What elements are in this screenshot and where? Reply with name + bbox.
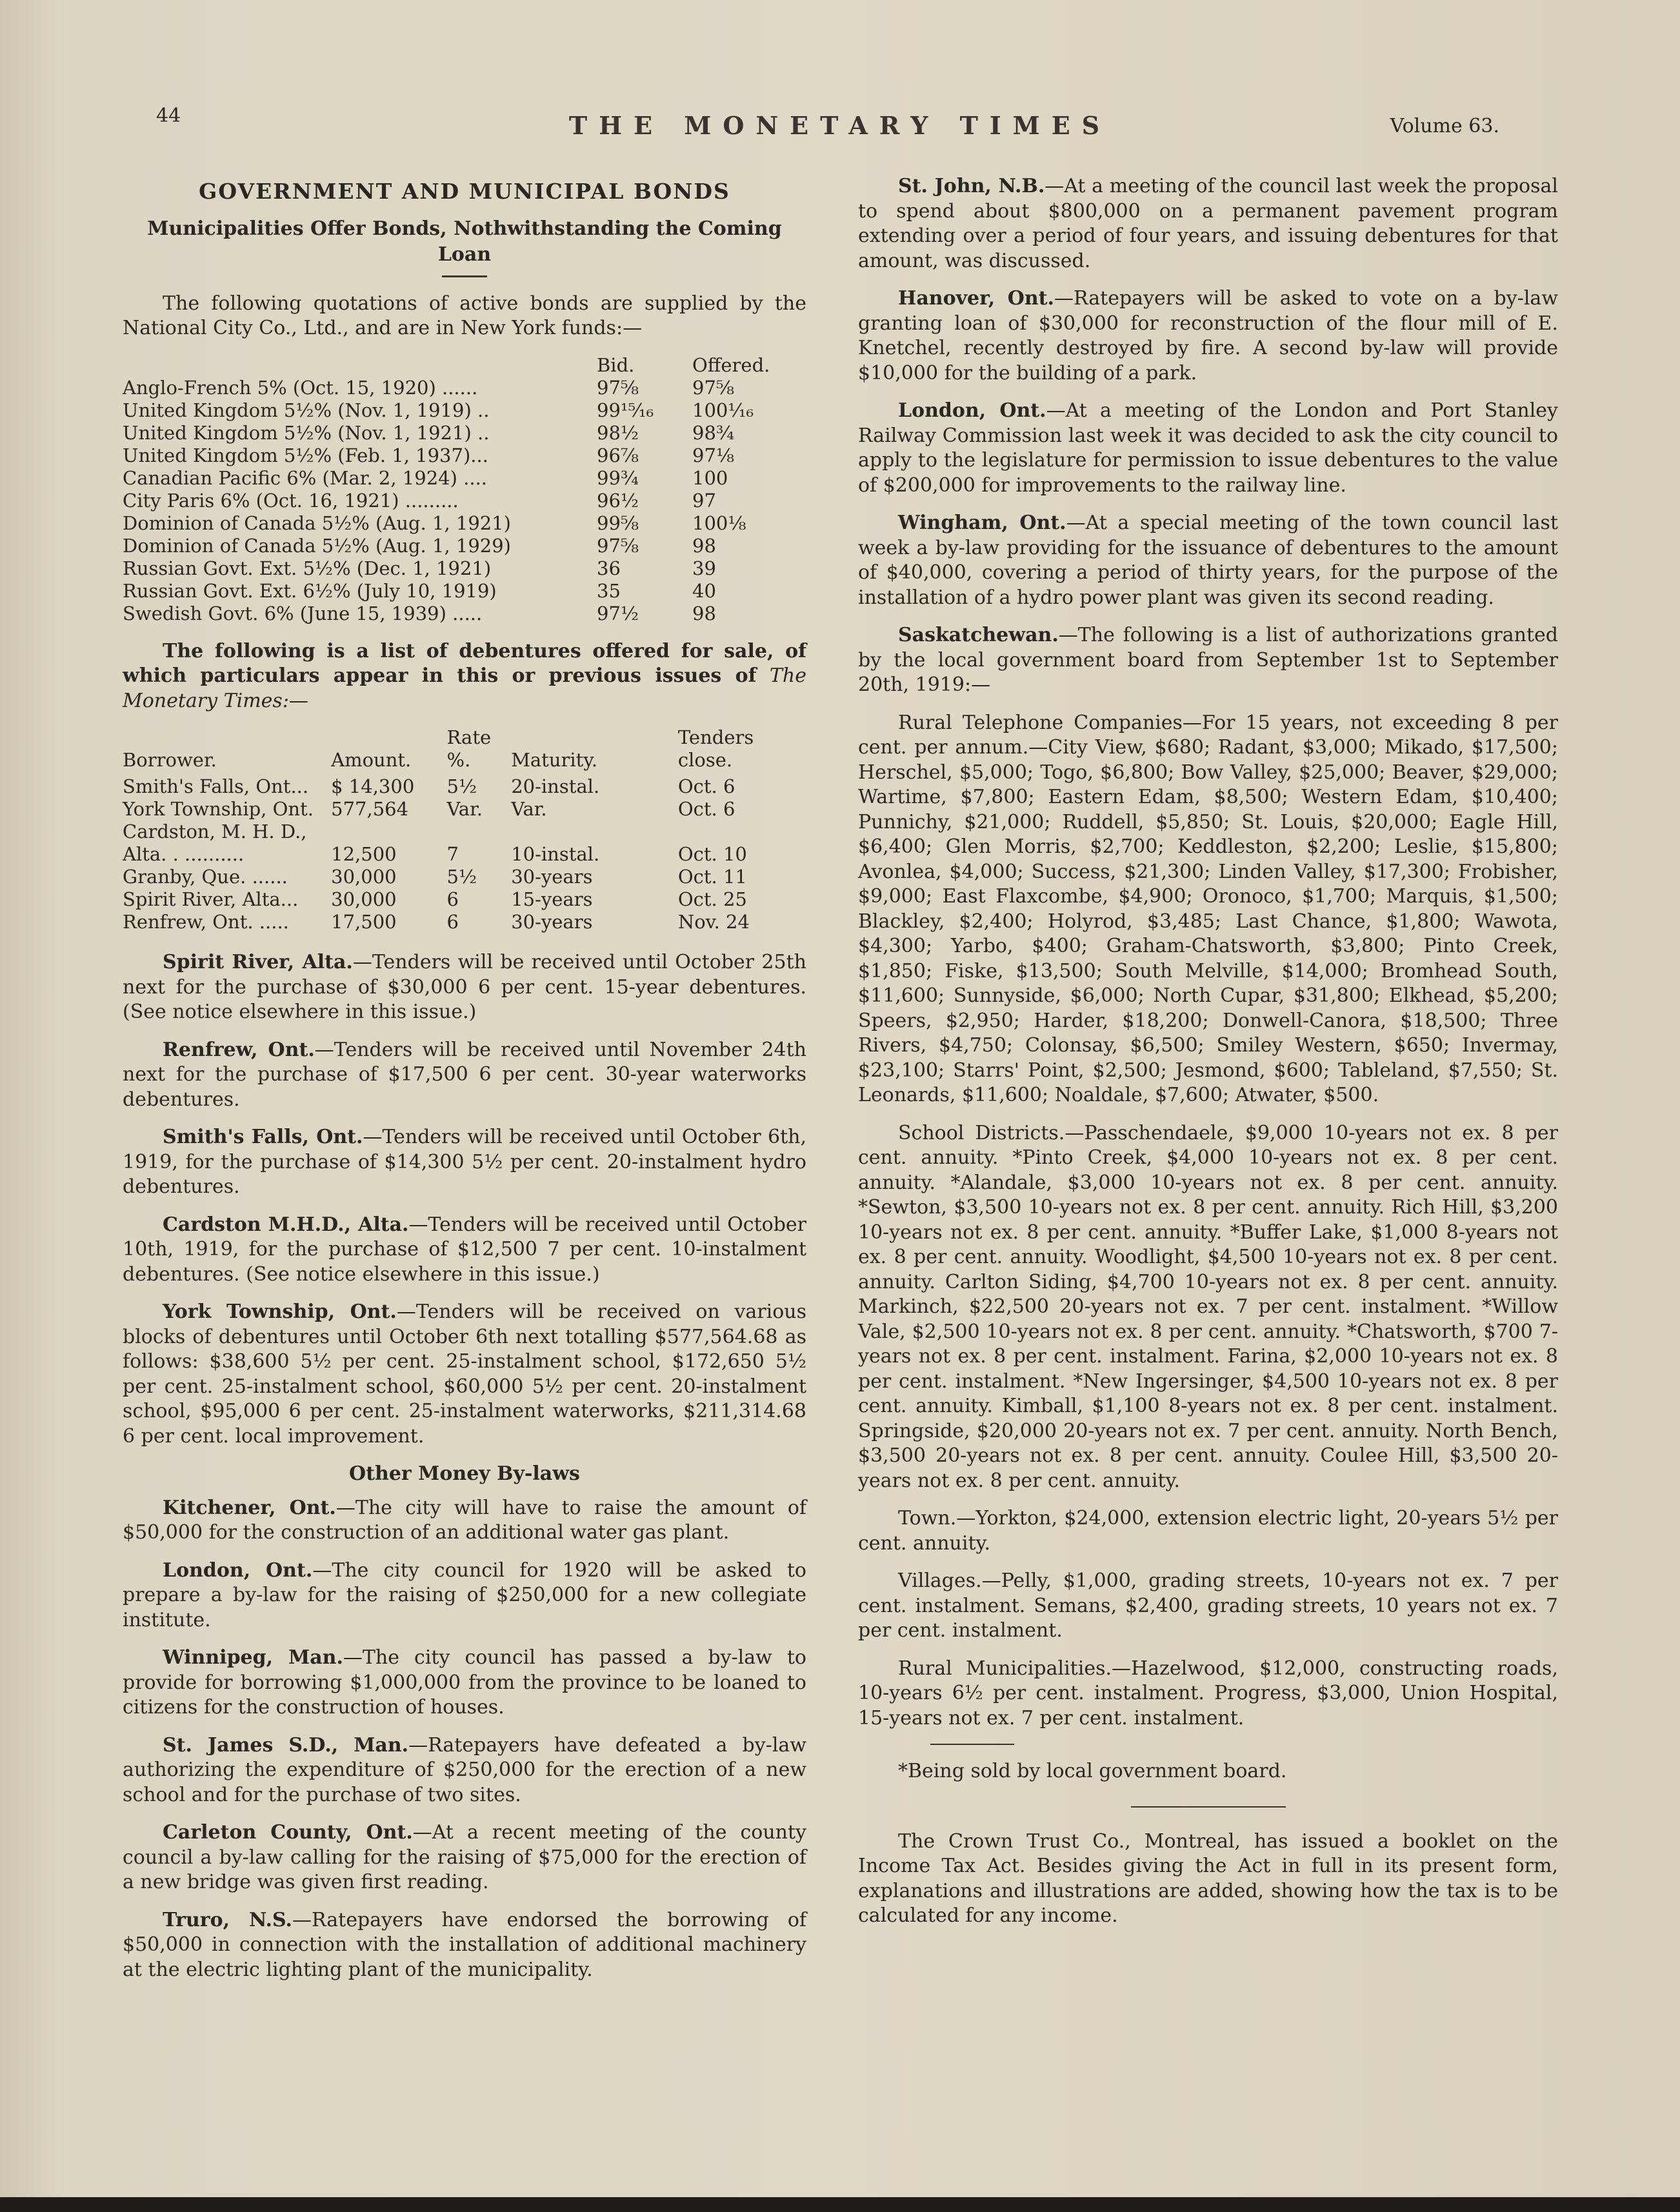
news-paragraph [123, 1125, 806, 1200]
paragraph-text: —Tenders will be received until October 25th next for the purchase of $30,000 6 per cent. 15-year debentures. (See notice elsewhere in this issue.) [123, 951, 806, 1023]
bond-header-cell: Offered. [692, 354, 770, 376]
table-row [123, 535, 770, 557]
crown-trust-note: The Crown Trust Co., Montreal, has issued a booklet on the Income Tax Act. Besides giving the Act in full in its present form, explanations and illustrations are added, showing how the tax is to be calculated for any income. [858, 1829, 1558, 1927]
table-row [123, 580, 770, 603]
paragraph-heading: London, Ont. [163, 1559, 313, 1582]
bond-cell: 98½ [597, 421, 639, 444]
debenture-cell: Var. [446, 798, 483, 820]
debenture-cell: 6 [446, 911, 459, 933]
bond-cell: City Paris 6% (Oct. 16, 1921) ......... [123, 489, 459, 512]
paragraph-heading: Winnipeg, Man. [163, 1646, 343, 1669]
table-row [123, 377, 770, 399]
paragraph-heading: Smith's Falls, Ont. [163, 1126, 363, 1148]
paragraph-text: —At a meeting of the council last week the proposal to spend about $800,000 on a permanent pavement program extending over a period of four years, and issuing debentures for that amount, was discussed. [858, 175, 1558, 272]
debenture-cell: Oct. 25 [677, 888, 747, 910]
table-row [123, 512, 770, 535]
school-districts-list: School Districts.—Passchendaele, $9,000 10-years not ex. 8 per cent. annuity. *Pinto Creek, $4,000 10-years not ex. 8 per cent. annuity. *Alandale, $3,000 10-years not ex. 8 per cent. annuity. *Sewton, $3,500 10-years not ex. 8 per cent. annuity. Rich Hill, $3,200 10-years not ex. 8 per cent. annuity. *Buffer Lake, $1,000 8-years not ex. 8 per cent. annuity. Woodlight, $4,500 10-years not ex. 8 per cent. annuity. Carlton Siding, $4,700 10-years not ex. 8 per cent. annuity. Markinch, $22,500 20-years not ex. 7 per cent. instalment. *Willow Vale, $2,500 10-years not ex. 8 per cent. annuity. *Chatsworth, $700 7-years not ex. 8 per cent. instalment. Farina, $2,000 10-years not ex. 8 per cent. instalment. *New Ingersinger, $4,500 10-years not ex. 8 per cent. annuity. Kimball, $1,100 8-years not ex. 8 per cent. instalment. Springside, $20,000 20-years not ex. 7 per cent. annuity. North Bench, $3,500 20-years not ex. 8 per cent. annuity. Coulee Hill, $3,500 20-years not ex. 8 per cent. annuity. [858, 1121, 1558, 1492]
debenture-header-cell: Tenders close. [677, 726, 754, 771]
section-subheading: Municipalities Offer Bonds, Nothwithstanding the Coming Loan [147, 217, 782, 266]
debenture-cell: Nov. 24 [677, 911, 750, 933]
bond-cell: 100⅛ [692, 512, 746, 534]
debenture-cell [678, 821, 806, 843]
debenture-cell: 12,500 [331, 843, 397, 865]
paragraph-text: —At a special meeting of the town council last week a by-law providing for the issuance of debentures to the amount of $40,000, covering a period of thirty years, for the purpose of the installation of a hydro power plant was given its second reading. [858, 512, 1558, 609]
bond-cell: 98 [692, 602, 716, 624]
paragraph-heading: Carleton County, Ont. [163, 1821, 413, 1844]
debenture-header-cell: Maturity. [511, 749, 598, 771]
debenture-cell: Oct. 11 [677, 866, 747, 888]
paragraph-heading: Renfrew, Ont. [163, 1038, 315, 1061]
bond-cell: 36 [597, 557, 621, 579]
bond-cell: 97⅝ [692, 376, 735, 399]
paragraph-heading: Wingham, Ont. [898, 512, 1066, 534]
debenture-cell: 6 [446, 888, 459, 910]
debenture-cell: 17,500 [331, 911, 397, 933]
debenture-cell: Oct. 10 [677, 843, 747, 865]
paragraph-text: —The city will have to raise the amount of $50,000 for the construction of an additional water gas plant. [123, 1496, 806, 1544]
table-row [123, 422, 770, 444]
bond-cell: 97⅛ [692, 444, 735, 466]
bond-cell: United Kingdom 5½% (Nov. 1, 1919) .. [123, 399, 490, 421]
news-paragraph [123, 1300, 806, 1449]
table-row [123, 911, 806, 933]
paragraph-text: —Ratepayers will be asked to vote on a by-law granting loan of $30,000 for reconstruction of the flour mill of E. Knetchel, recently destroyed by fire. A second by-law will provide $10,000 for the building of a park. [858, 287, 1559, 384]
bond-cell: 35 [597, 579, 621, 602]
paragraph-heading: Spirit River, Alta. [163, 951, 353, 973]
debenture-cell: 577,564 [331, 798, 409, 820]
debentures-intro-text: The following is a list of debentures offered for sale, of which particulars appear in this or previous issues of [123, 639, 806, 687]
debenture-cell: 15-years [511, 888, 593, 910]
paragraph-text: —The city council has passed a by-law to provide for borrowing $1,000,000 from the province to be loaned to citizens for the construction of houses. [123, 1646, 806, 1719]
debenture-cell: York Township, Ont. [123, 798, 314, 820]
table-row [123, 603, 770, 625]
paragraph-heading: Saskatchewan. [898, 624, 1059, 646]
footnote-divider [930, 1744, 1014, 1745]
publication-title: THE MONETARY TIMES [568, 111, 1112, 140]
paragraph-text: —The following is a list of authorizations granted by the local government board from September 1st to September 20th, 1919:— [858, 624, 1558, 696]
bond-cell: Swedish Govt. 6% (June 15, 1939) ..... [123, 602, 483, 624]
debenture-cell [511, 821, 678, 843]
debenture-cell: 20-instal. [511, 775, 600, 797]
table-row [123, 557, 770, 580]
bond-header-cell [123, 354, 597, 377]
paragraph-text: —Tenders will be received on various blocks of debentures until October 6th next totalling $577,564.68 as follows: $38,600 5½ per cent. 25-instalment school, $172,650 5½ per cent. 25-instalment school, $60,000 5½ per cent. 20-instalment school, $95,000 6 per cent. 25-instalment waterworks, $211,314.68 6 per cent. local improvement. [123, 1300, 806, 1448]
news-paragraph [858, 399, 1558, 498]
page-bottom-edge [0, 2197, 1680, 2212]
news-paragraph [123, 1559, 806, 1633]
bond-cell: 97½ [597, 602, 639, 624]
debenture-header-cell: Amount. [331, 749, 412, 771]
table-row [123, 798, 806, 821]
table-row [123, 490, 770, 512]
debenture-cell: $ 14,300 [331, 775, 415, 797]
debenture-header-cell: Borrower. [123, 749, 217, 771]
bond-cell: 99¾ [597, 466, 639, 489]
bond-cell: 40 [692, 579, 716, 602]
table-row [123, 775, 806, 798]
debenture-cell: 10-instal. [511, 843, 600, 865]
debenture-cell: Alta. . .......... [123, 843, 245, 865]
paragraph-heading: Truro, N.S. [163, 1908, 293, 1931]
debenture-cell: Renfrew, Ont. ..... [123, 911, 289, 933]
quotations-intro: The following quotations of active bonds are supplied by the National City Co., Ltd., and are in New York funds:— [123, 292, 806, 339]
volume-label: Volume 63. [1390, 115, 1499, 137]
news-paragraph [123, 1038, 806, 1113]
bond-cell: Russian Govt. Ext. 6½% (July 10, 1919) [123, 579, 497, 602]
bond-cell: 96⅞ [597, 444, 639, 466]
divider [442, 275, 487, 277]
bond-cell: Dominion of Canada 5½% (Aug. 1, 1929) [123, 534, 511, 557]
paragraph-heading: York Township, Ont. [163, 1300, 397, 1323]
bond-cell: 98¾ [692, 421, 735, 444]
other-bylaws-heading: Other Money By-laws [349, 1462, 580, 1485]
debenture-cell: Oct. 6 [677, 798, 735, 820]
bond-cell: 39 [692, 557, 716, 579]
debenture-cell [331, 821, 446, 843]
news-paragraph [858, 623, 1558, 698]
bond-cell: 100 [692, 466, 728, 489]
bond-cell: United Kingdom 5½% (Nov. 1, 1921) .. [123, 421, 490, 444]
news-paragraph [123, 1496, 806, 1546]
debenture-cell: Spirit River, Alta... [123, 888, 299, 910]
news-paragraph [123, 1820, 806, 1895]
bond-header-cell: Bid. [597, 354, 635, 376]
table-row [123, 444, 770, 467]
debentures-intro-publication: The Monetary Times:— [123, 664, 806, 712]
news-paragraph [123, 1646, 806, 1720]
news-paragraph [123, 1733, 806, 1808]
table-row [123, 888, 806, 911]
debenture-cell: Smith's Falls, Ont... [123, 775, 309, 797]
paragraph-text: —Tenders will be received until October 6th, 1919, for the purchase of $14,300 5½ per cent. 20-instalment hydro debentures. [123, 1126, 806, 1198]
news-paragraph [123, 1908, 806, 1983]
page-header [0, 105, 1680, 143]
debenture-cell [447, 821, 512, 843]
paragraph-text: —At a recent meeting of the county council a by-law calling for the raising of $75,000 for the erection of a new bridge was given first reading. [123, 1821, 806, 1893]
bond-cell: 96½ [597, 489, 639, 512]
bond-quotations-table [123, 354, 770, 625]
paragraph-heading: St. John, N.B. [898, 175, 1045, 197]
section-divider [1131, 1806, 1286, 1808]
debenture-cell: Cardston, M. H. D., [123, 821, 307, 842]
rural-municipalities-item: Rural Municipalities.—Hazelwood, $12,000, constructing roads, 10-years 6½ per cent. instalment. Progress, $3,000, Union Hospital, 15-years not ex. 7 per cent. instalment. [858, 1657, 1558, 1729]
paragraph-text: —Ratepayers have endorsed the borrowing of $50,000 in connection with the installation of additional machinery at the electric lighting plant of the municipality. [123, 1908, 807, 1981]
debentures-table [123, 726, 806, 933]
paragraph-text: —Ratepayers have defeated a by-law authorizing the expenditure of $250,000 for the erection of a new school and for the purchase of two sites. [123, 1733, 806, 1806]
rural-telephone-list: Rural Telephone Companies—For 15 years, not exceeding 8 per cent. per annum.—City View, $680; Radant, $3,000; Mikado, $17,500; Herschel, $5,000; Togo, $6,800; Bow Valley, $25,000; Beaver, $29,000; Wartime, $7,800; Eastern Edam, $8,500; Western Edam, $10,400; Punnichy, $21,000; Ruddell, $5,850; St. Louis, $20,000; Eagle Hill, $6,400; Glen Morris, $2,700; Keddleston, $2,200; Leslie, $15,800; Avonlea, $4,000; Success, $21,300; Linden Valley, $17,300; Frobisher, $9,000; East Flaxcombe, $4,900; Oronoco, $1,700; Marquis, $1,500; Blackley, $2,400; Holyrod, $3,485; Last Chance, $1,800; Wawota, $4,300; Yarbo, $400; Graham-Chatsworth, $3,800; Pinto Creek, $1,850; Fiske, $13,500; South Melville, $14,000; Bromhead South, $11,600; Sunnyside, $6,000; North Cupar, $31,800; Elkhead, $5,200; Speers, $2,950; Harder, $18,200; Donwell-Canora, $18,500; Three Rivers, $4,750; Colonsay, $6,500; Smiley Western, $650; Invermay, $23,100; Starrs' Point, $2,500; Jesmond, $600; Tableland, $7,550; St. Leonards, $11,600; Noaldale, $7,600; Atwater, $500. [858, 711, 1558, 1106]
page-number: 44 [156, 105, 181, 127]
news-paragraph [123, 950, 806, 1025]
debenture-cell: 5½ [446, 775, 477, 797]
paragraph-heading: Kitchener, Ont. [163, 1496, 336, 1519]
table-row [123, 399, 770, 422]
news-paragraph [858, 174, 1558, 274]
bond-cell: 98 [692, 534, 716, 557]
paragraph-heading: Hanover, Ont. [898, 287, 1054, 310]
debenture-cell: 30-years [511, 866, 593, 888]
paragraph-heading: St. James S.D., Man. [163, 1733, 409, 1757]
news-paragraph [858, 286, 1558, 386]
paragraph-text: —Tenders will be received until November 24th next for the purchase of $17,500 6 per cent. 30-year waterworks debentures. [123, 1038, 806, 1111]
debenture-cell: 30,000 [331, 888, 397, 910]
debenture-cell: 30-years [511, 911, 593, 933]
paragraph-text: —The city council for 1920 will be asked to prepare a by-law for the raising of $250,000 for a new collegiate institute. [123, 1559, 806, 1631]
town-item: Town.—Yorkton, $24,000, extension electric light, 20-years 5½ per cent. annuity. [858, 1507, 1558, 1555]
debenture-cell: Granby, Que. ...... [123, 866, 288, 888]
table-row [123, 467, 770, 490]
paragraph-heading: London, Ont. [898, 399, 1046, 422]
paragraph-text: —At a meeting of the London and Port Stanley Railway Commission last week it was decided to ask the city council to apply to the legislature for permission to issue debentures to the value of $200,000 for improvements to the railway line. [858, 399, 1558, 497]
debenture-cell: 5½ [446, 866, 477, 888]
bond-cell: Canadian Pacific 6% (Mar. 2, 1924) .... [123, 466, 488, 489]
paragraph-heading: Cardston M.H.D., Alta. [163, 1213, 409, 1236]
debenture-header-cell: Rate %. [446, 726, 492, 771]
villages-item: Villages.—Pelly, $1,000, grading streets, 10-years not ex. 7 per cent. instalment. Semans, $2,400, grading streets, 10 years not ex. 7 per cent. instalment. [858, 1569, 1558, 1642]
bond-cell: Anglo-French 5% (Oct. 15, 1920) ...... [123, 376, 478, 399]
footnote: *Being sold by local government board. [898, 1760, 1287, 1782]
bond-cell: 97 [692, 489, 716, 512]
debenture-cell: 7 [446, 843, 459, 865]
bond-cell: 99¹⁵⁄₁₆ [597, 399, 654, 421]
bond-cell: 99⅝ [597, 512, 639, 534]
bond-cell: 100¹⁄₁₆ [692, 399, 754, 421]
table-row [123, 821, 806, 843]
table-row [123, 866, 806, 888]
bond-cell: Russian Govt. Ext. 5½% (Dec. 1, 1921) [123, 557, 492, 579]
news-paragraph [858, 511, 1558, 610]
news-paragraph [123, 1213, 806, 1288]
bond-cell: 97⅝ [597, 376, 639, 399]
right-column [858, 174, 1558, 1942]
section-heading: GOVERNMENT AND MUNICIPAL BONDS [199, 179, 730, 204]
debenture-cell: Var. [511, 798, 547, 820]
left-column [123, 174, 806, 1995]
bond-cell: 97⅝ [597, 534, 639, 557]
debenture-cell: 30,000 [331, 866, 397, 888]
paragraph-text: —Tenders will be received until October 10th, 1919, for the purchase of $12,500 7 per cent. 10-instalment debentures. (See notice elsewhere in this issue.) [123, 1213, 807, 1286]
debenture-cell: Oct. 6 [677, 775, 735, 797]
bond-cell: United Kingdom 5½% (Feb. 1, 1937)... [123, 444, 488, 466]
bond-cell: Dominion of Canada 5½% (Aug. 1, 1921) [123, 512, 511, 534]
table-row [123, 843, 806, 866]
debentures-intro [123, 639, 806, 714]
